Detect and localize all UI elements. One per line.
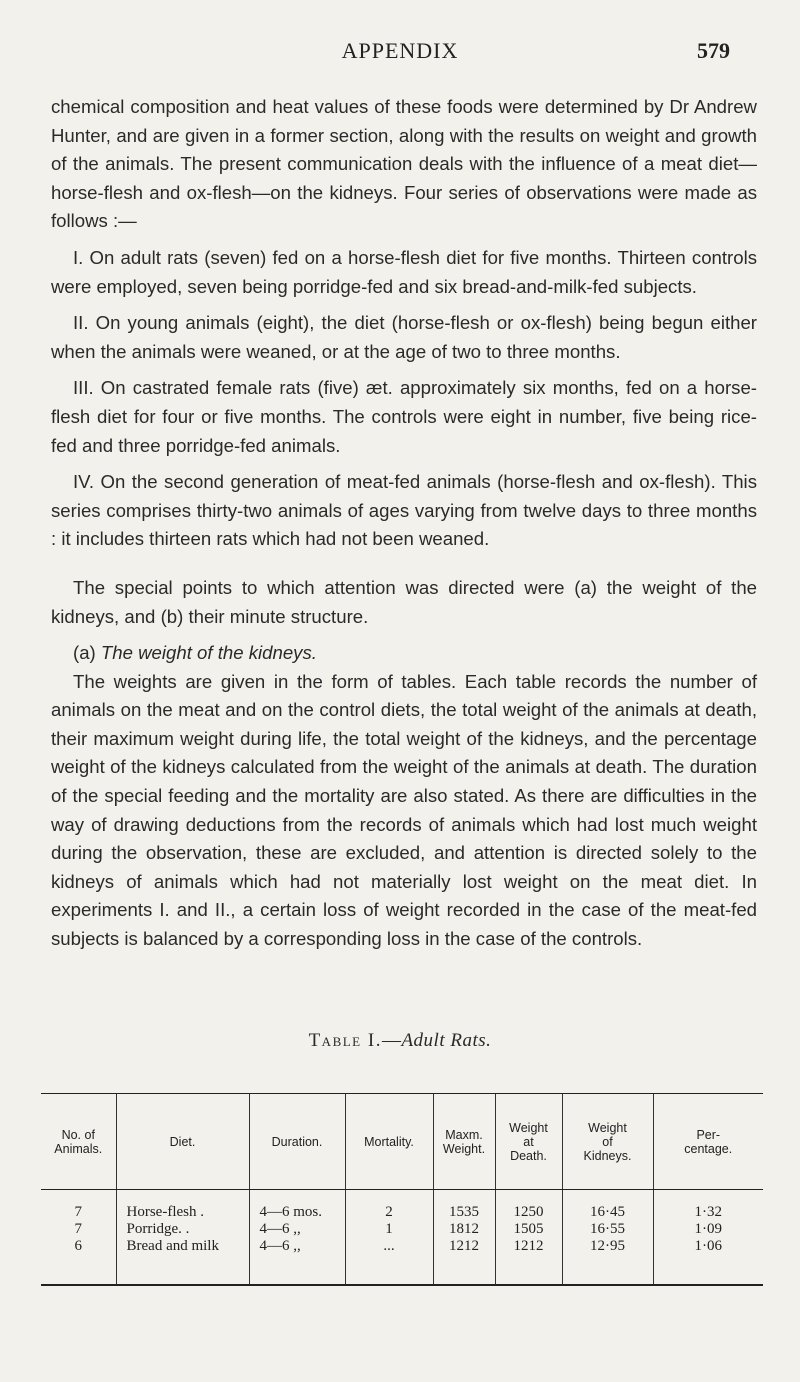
cell-mortality: 1 — [385, 1221, 393, 1237]
cell-mortality: 2 — [385, 1204, 393, 1220]
column-percentage — [653, 1190, 763, 1286]
column-maxm-weight — [433, 1190, 495, 1286]
table-caption-label: Table I. — [308, 1030, 382, 1051]
header-weight-at-death: Weight at Death. — [495, 1094, 562, 1190]
table-caption-dash: — — [381, 1030, 402, 1051]
table-body-row — [41, 1190, 763, 1286]
cell-maxm: 1812 — [449, 1221, 479, 1237]
cell-death: 1212 — [513, 1238, 544, 1254]
section-heading — [51, 639, 757, 668]
column-duration — [249, 1190, 345, 1286]
running-title: APPENDIX — [341, 38, 459, 63]
cell-mortality: ... — [383, 1238, 395, 1254]
series-two-paragraph: II. On young animals (eight), the diet (horse-flesh or ox-flesh) being begun either when the animals were weaned, or at the age of two to three months. — [51, 312, 757, 362]
series-three-paragraph: III. On castrated female rats (five) æt. approximately six months, fed on a horse-flesh diet for four or five months. The controls were eight in number, five being rice-fed and three porridge-fed animals. — [51, 377, 757, 456]
table-caption — [0, 1030, 800, 1052]
body-text — [51, 93, 757, 954]
column-no-animals — [41, 1190, 116, 1286]
points-paragraph: The special points to which attention was directed were (a) the weight of the kidneys, and (b) their minute structure. — [51, 576, 757, 627]
cell-duration: 4—6 ,, — [259, 1221, 301, 1237]
cell-diet: Porridge. . — [126, 1221, 190, 1237]
tables-intro-paragraph: The weights are given in the form of tables. Each table records the number of animals on the meat and on the control diets, the total weight of the animals at death, their maximum weight during life, the total weight of the kidneys, and the percentage weight of the kidneys calculated from the weight of the animals at death. The duration of the special feeding and the mortality are also stated. As there are difficulties in the way of drawing deductions from the records of animals which had lost much weight during the observation, these are excluded, and attention is directed solely to the kidneys of animals which had not materially lost weight on the meat diet. In experiments I. and II., a certain loss of weight recorded in the case of the meat-fed subjects is balanced by a corresponding loss in the case of the controls. — [51, 670, 757, 950]
adult-rats-table — [41, 1093, 763, 1286]
running-head — [0, 38, 800, 78]
cell-diet: Horse-flesh . — [126, 1204, 204, 1220]
header-no-animals: No. of Animals. — [41, 1094, 116, 1190]
intro-paragraph: chemical composition and heat values of these foods were determined by Dr Andrew Hunter, and are given in a former section, along with the results on weight and growth of the animals. The present communication deals with the influence of a meat diet—horse-flesh and ox-flesh—on the kidneys. Four series of observations were made as follows :— — [51, 96, 757, 232]
cell-maxm: 1535 — [449, 1204, 479, 1220]
cell-kidneys: 16·55 — [590, 1221, 625, 1237]
column-mortality — [345, 1190, 433, 1286]
cell-duration: 4—6 mos. — [259, 1204, 323, 1220]
table-caption-title: Adult Rats. — [401, 1030, 492, 1051]
cell-kidneys: 12·95 — [590, 1238, 625, 1254]
cell-pct: 1·09 — [694, 1221, 722, 1237]
cell-pct: 1·06 — [694, 1238, 722, 1254]
header-mortality: Mortality. — [345, 1094, 433, 1190]
column-diet — [116, 1190, 249, 1286]
header-diet: Diet. — [116, 1094, 249, 1190]
series-one-paragraph: I. On adult rats (seven) fed on a horse-flesh diet for five months. Thirteen controls were employed, seven being porridge-fed and six bread-and-milk-fed subjects. — [51, 246, 757, 297]
column-weight-at-death — [495, 1190, 562, 1286]
cell-maxm: 1212 — [449, 1238, 479, 1254]
table-header-row — [41, 1094, 763, 1190]
header-weight-kidneys: Weight of Kidneys. — [562, 1094, 653, 1190]
header-percentage: Per- centage. — [653, 1094, 763, 1190]
section-title: The weight of the kidneys. — [100, 642, 317, 664]
page-number: 579 — [697, 38, 730, 63]
cell-no: 7 — [74, 1221, 82, 1237]
cell-death: 1250 — [513, 1204, 544, 1220]
section-label: (a) — [73, 642, 96, 664]
header-maxm-weight: Maxm. Weight. — [433, 1094, 495, 1190]
cell-duration: 4—6 ,, — [259, 1238, 301, 1254]
cell-death: 1505 — [513, 1221, 544, 1237]
cell-pct: 1·32 — [694, 1204, 722, 1220]
series-four-paragraph: IV. On the second generation of meat-fed animals (horse-flesh and ox-flesh). This series comprises thirty-two animals of ages varying from twelve days to three months : it includes thirteen rats which had not been weaned. — [51, 471, 757, 550]
cell-diet: Bread and milk — [126, 1238, 219, 1254]
cell-no: 7 — [74, 1204, 82, 1220]
column-weight-kidneys — [562, 1190, 653, 1286]
cell-no: 6 — [74, 1238, 82, 1254]
header-duration: Duration. — [249, 1094, 345, 1190]
cell-kidneys: 16·45 — [590, 1204, 625, 1220]
